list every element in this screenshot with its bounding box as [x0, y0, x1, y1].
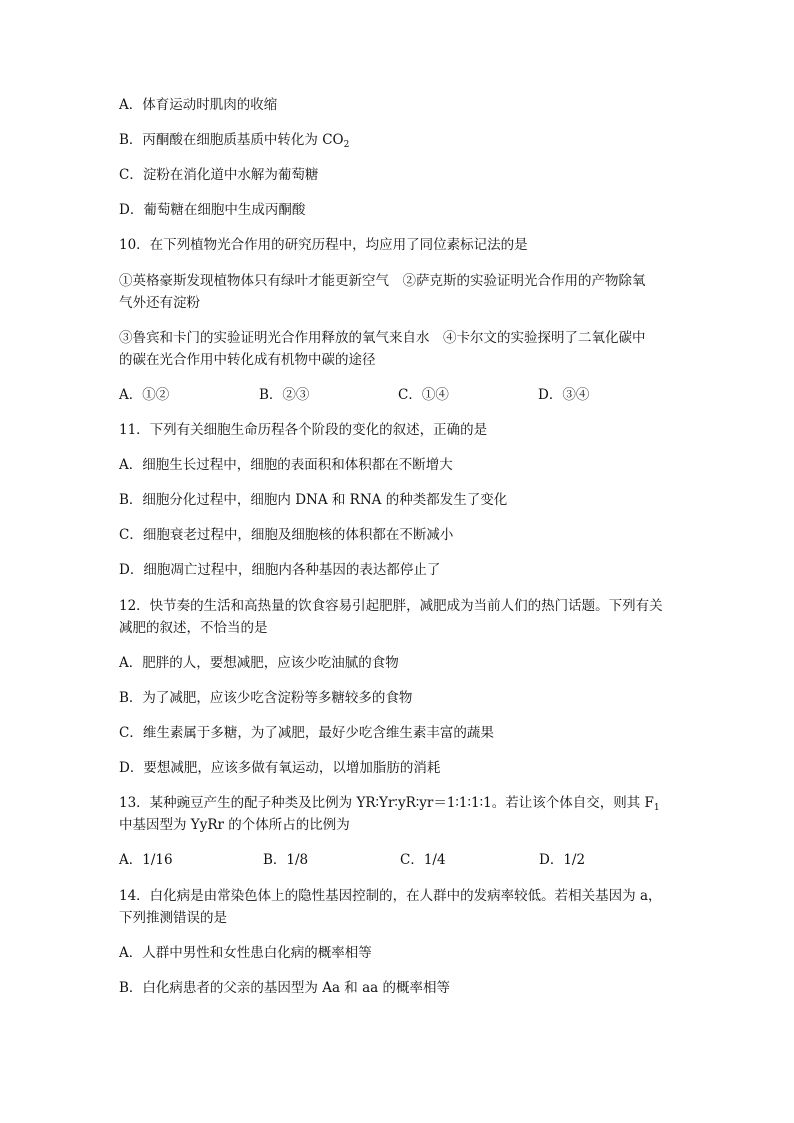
q14-option-a: A．人群中男性和女性患白化病的概率相等: [119, 945, 372, 961]
q9-option-b: [119, 131, 349, 149]
q13-option-b: B．1/8: [263, 852, 309, 868]
q12-stem-line1: 12．快节奏的生活和高热量的饮食容易引起肥胖，减肥成为当前人们的热门话题。下列有关: [119, 598, 663, 614]
q14-option-b: B．白化病患者的父亲的基因型为 Aa 和 aa 的概率相等: [119, 980, 450, 996]
q9-option-b-text: B．丙酮酸在细胞质基质中转化为 CO: [119, 132, 344, 148]
q13-option-c: C．1/4: [400, 852, 446, 868]
q10-item1-line2: 气外还有淀粉: [119, 295, 200, 311]
q12-stem-line2: 减肥的叙述，不恰当的是: [119, 620, 268, 636]
q10-item3-line2: 的碳在光合作用中转化成有机物中碳的途径: [119, 352, 376, 368]
q11-stem: 11．下列有关细胞生命历程各个阶段的变化的叙述，正确的是: [119, 422, 488, 438]
q13-option-a: A．1/16: [119, 852, 173, 868]
q12-option-c: C．维生素属于多糖，为了减肥，最好少吃含维生素丰富的蔬果: [119, 725, 494, 741]
q11-option-c: C．细胞衰老过程中，细胞及细胞核的体积都在不断减小: [119, 527, 454, 543]
q12-option-b: B．为了减肥，应该少吃含淀粉等多糖较多的食物: [119, 690, 413, 706]
q10-option-d: D．③④: [538, 387, 590, 403]
q9-option-a: A．体育运动时肌肉的收缩: [119, 97, 278, 113]
q9-option-d: D．葡萄糖在细胞中生成丙酮酸: [119, 202, 306, 218]
q11-option-a: A．细胞生长过程中，细胞的表面积和体积都在不断增大: [119, 457, 453, 473]
q14-stem-line2: 下列推测错误的是: [119, 910, 227, 926]
q10-item1-line1: ①英格豪斯发现植物体只有绿叶才能更新空气 ②萨克斯的实验证明光合作用的产物除氧: [119, 273, 646, 289]
q11-option-d: D．细胞凋亡过程中，细胞内各种基因的表达都停止了: [119, 562, 441, 578]
q10-option-c: C．①④: [398, 387, 449, 403]
q13-stem-line1-text: 13．某种豌豆产生的配子种类及比例为 YR∶Yr∶yR∶yr＝1∶1∶1∶1。若让该个体自交，则其 F: [119, 795, 654, 811]
q10-stem: 10．在下列植物光合作用的研究历程中，均应用了同位素标记法的是: [119, 237, 528, 253]
q11-option-b: B．细胞分化过程中，细胞内 DNA 和 RNA 的种类都发生了变化: [119, 492, 508, 508]
q10-option-b: B．②③: [259, 387, 310, 403]
q13-stem-line2: 中基因型为 YyRr 的个体所占的比例为: [119, 817, 350, 833]
q12-option-a: A．肥胖的人，要想减肥，应该少吃油腻的食物: [119, 655, 399, 671]
q12-option-d: D．要想减肥，应该多做有氧运动，以增加脂肪的消耗: [119, 760, 441, 776]
q13-stem-subscript: 1: [653, 803, 660, 813]
q13-stem-line1: [119, 794, 660, 812]
q13-option-d: D．1/2: [539, 852, 586, 868]
q14-stem-line1: 14．白化病是由常染色体上的隐性基因控制的，在人群中的发病率较低。若相关基因为 a，: [119, 888, 662, 904]
q10-item3-line1: ③鲁宾和卡门的实验证明光合作用释放的氧气来自水 ④卡尔文的实验探明了二氧化碳中: [119, 330, 646, 346]
q9-option-b-subscript: 2: [343, 140, 350, 150]
q10-option-a: A．①②: [119, 387, 170, 403]
q9-option-c: C．淀粉在消化道中水解为葡萄糖: [119, 167, 319, 183]
